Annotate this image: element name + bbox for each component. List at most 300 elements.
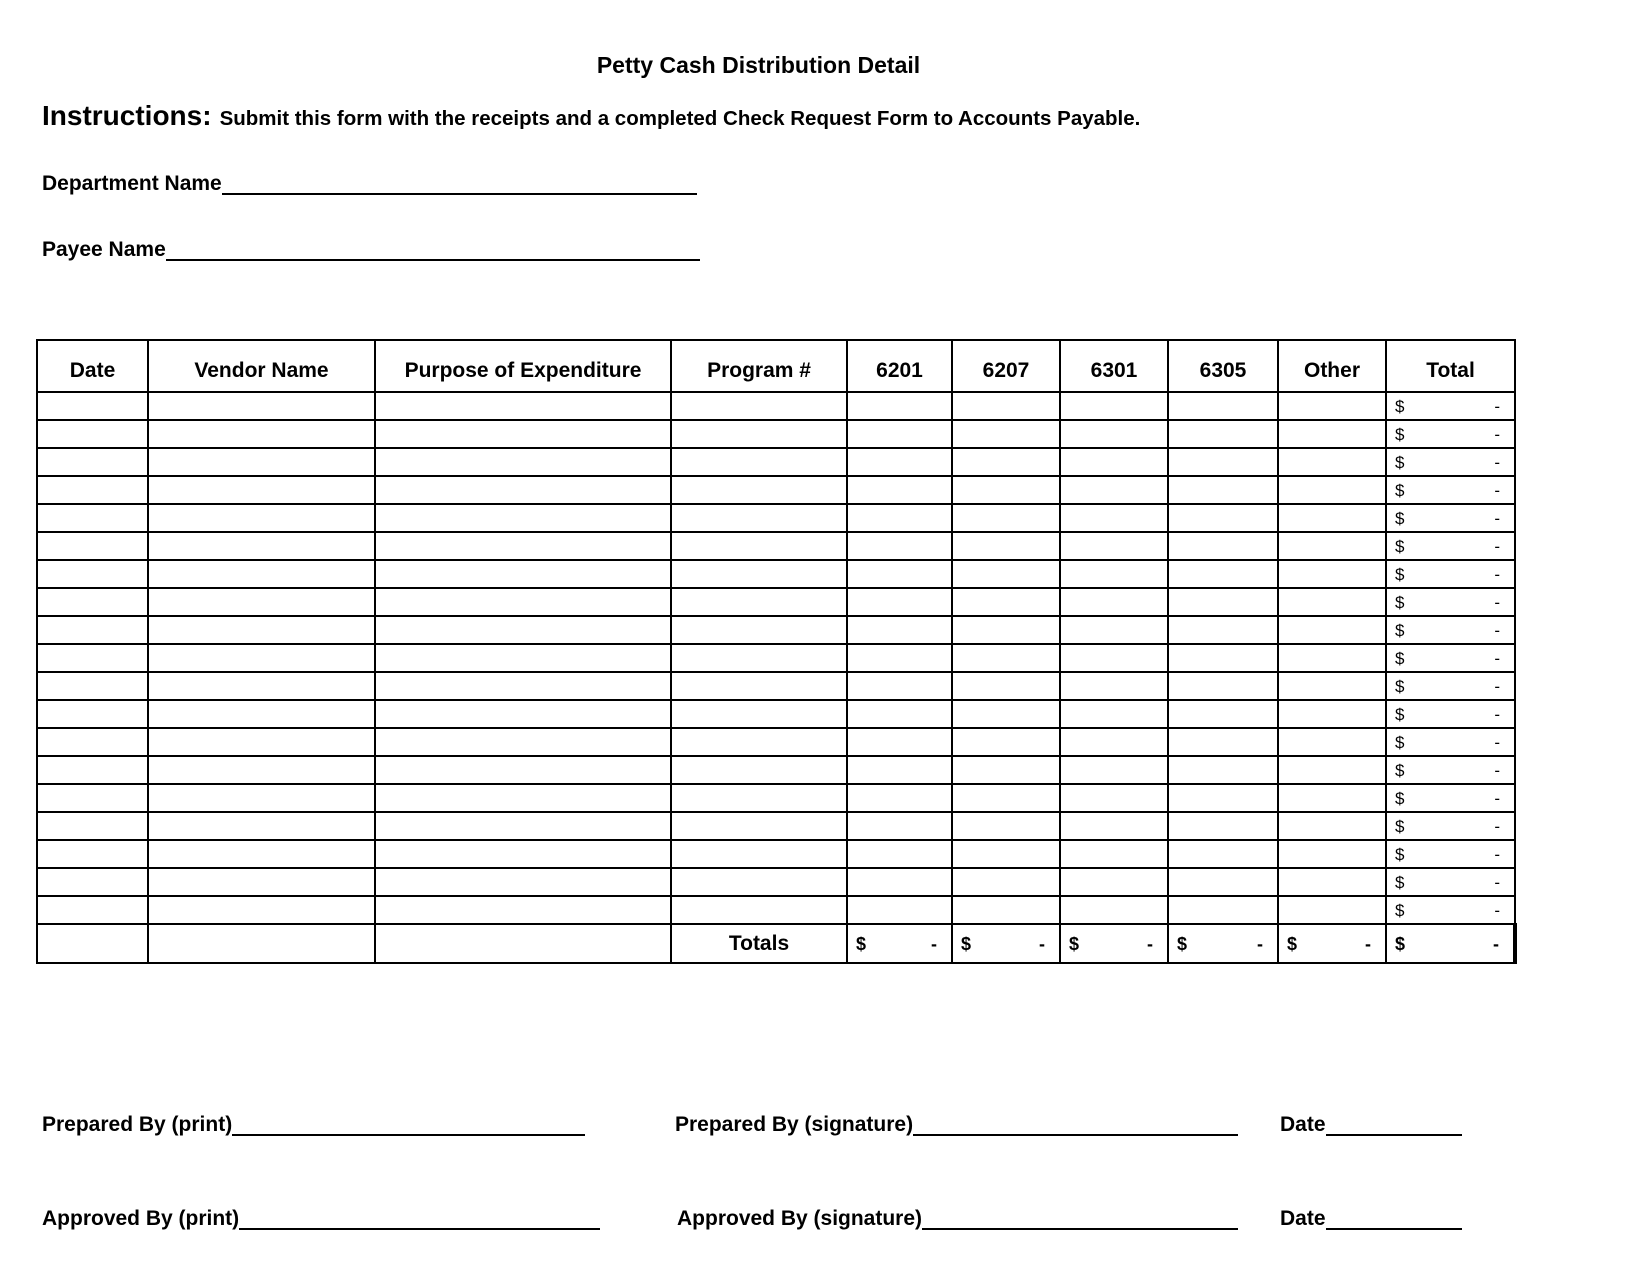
cell-acct-6305 <box>1168 756 1278 784</box>
cell-purpose-of-expenditure <box>375 560 671 588</box>
table-row <box>37 448 1515 476</box>
cell-purpose-of-expenditure <box>375 644 671 672</box>
dollar-sign: $ <box>1395 900 1405 920</box>
dollar-sign: $ <box>1395 816 1405 836</box>
cell-other <box>1278 812 1386 840</box>
cell-acct-6201 <box>847 672 952 700</box>
cell-acct-6207 <box>952 812 1060 840</box>
department-name-blank-line <box>222 193 697 195</box>
cell-acct-6201 <box>847 616 952 644</box>
cell-acct-6201 <box>847 560 952 588</box>
dollar-sign: $ <box>1395 424 1405 444</box>
cell-vendor-name <box>148 588 375 616</box>
cell-acct-6305 <box>1168 616 1278 644</box>
amount-dash: - <box>1494 816 1500 836</box>
totals-cell-acct-6301 <box>1060 924 1168 963</box>
dollar-sign: $ <box>1395 564 1405 584</box>
amount-dash: - <box>1494 732 1500 752</box>
cell-program-number <box>671 448 847 476</box>
cell-acct-6201 <box>847 700 952 728</box>
amount-dash: - <box>1493 933 1499 954</box>
cell-program-number <box>671 588 847 616</box>
money-value <box>1387 678 1514 695</box>
cell-purpose-of-expenditure <box>375 532 671 560</box>
table-row <box>37 756 1515 784</box>
cell-other <box>1278 672 1386 700</box>
cell-purpose-of-expenditure <box>375 756 671 784</box>
cell-acct-6305 <box>1168 476 1278 504</box>
cell-other <box>1278 728 1386 756</box>
totals-label: Totals <box>671 924 847 963</box>
prepared-date-field <box>1280 1113 1462 1137</box>
money-value <box>953 935 1059 953</box>
table-row <box>37 588 1515 616</box>
cell-acct-6301 <box>1060 784 1168 812</box>
cell-acct-6201 <box>847 868 952 896</box>
cell-acct-6207 <box>952 588 1060 616</box>
cell-vendor-name <box>148 532 375 560</box>
cell-other <box>1278 420 1386 448</box>
cell-acct-6305 <box>1168 448 1278 476</box>
department-name-field <box>42 172 697 196</box>
cell-acct-6201 <box>847 784 952 812</box>
cell-other <box>1278 532 1386 560</box>
prepared-by-print-label: Prepared By (print) <box>42 1113 233 1136</box>
table-row <box>37 532 1515 560</box>
cell-purpose-of-expenditure <box>375 700 671 728</box>
cell-acct-6201 <box>847 644 952 672</box>
cell-program-number <box>671 644 847 672</box>
cell-acct-6201 <box>847 588 952 616</box>
table-row <box>37 700 1515 728</box>
cell-acct-6301 <box>1060 504 1168 532</box>
cell-vendor-name <box>148 476 375 504</box>
column-header-acct-6301: 6301 <box>1060 340 1168 392</box>
dollar-sign: $ <box>1395 620 1405 640</box>
cell-total <box>1386 560 1515 588</box>
cell-acct-6301 <box>1060 728 1168 756</box>
cell-acct-6201 <box>847 476 952 504</box>
table-header-row <box>37 340 1515 392</box>
approved-date-field <box>1280 1207 1462 1231</box>
amount-dash: - <box>1494 396 1500 416</box>
money-value <box>1387 398 1514 415</box>
amount-dash: - <box>1494 704 1500 724</box>
payee-name-field <box>42 238 700 262</box>
cell-program-number <box>671 896 847 924</box>
cell-acct-6201 <box>847 392 952 420</box>
approved-date-blank-line <box>1326 1228 1462 1230</box>
cell-total <box>1386 476 1515 504</box>
cell-total <box>1386 392 1515 420</box>
cell-acct-6305 <box>1168 728 1278 756</box>
dollar-sign: $ <box>1395 536 1405 556</box>
cell-other <box>1278 756 1386 784</box>
amount-dash: - <box>1494 760 1500 780</box>
cell-program-number <box>671 532 847 560</box>
cell-total <box>1386 840 1515 868</box>
cell-date <box>37 616 148 644</box>
cell-date <box>37 896 148 924</box>
cell-vendor-name <box>148 812 375 840</box>
cell-program-number <box>671 700 847 728</box>
cell-acct-6301 <box>1060 420 1168 448</box>
cell-total <box>1386 728 1515 756</box>
payee-name-blank-line <box>166 259 700 261</box>
cell-program-number <box>671 756 847 784</box>
cell-total <box>1386 504 1515 532</box>
cell-total <box>1386 448 1515 476</box>
cell-total <box>1386 616 1515 644</box>
cell-other <box>1278 700 1386 728</box>
cell-acct-6201 <box>847 728 952 756</box>
amount-dash: - <box>1494 788 1500 808</box>
cell-total <box>1386 868 1515 896</box>
amount-dash: - <box>1494 872 1500 892</box>
cell-acct-6301 <box>1060 616 1168 644</box>
cell-date <box>37 420 148 448</box>
cell-vendor-name <box>148 672 375 700</box>
cell-purpose-of-expenditure <box>375 784 671 812</box>
prepared-by-print-field <box>42 1113 585 1137</box>
cell-program-number <box>671 560 847 588</box>
amount-dash: - <box>1494 452 1500 472</box>
column-header-acct-6201: 6201 <box>847 340 952 392</box>
amount-dash: - <box>1147 933 1153 954</box>
cell-acct-6201 <box>847 504 952 532</box>
cell-program-number <box>671 840 847 868</box>
money-value <box>1387 482 1514 499</box>
form-title: Petty Cash Distribution Detail <box>596 52 921 78</box>
money-value <box>1387 706 1514 723</box>
cell-date <box>37 448 148 476</box>
prepared-date-blank-line <box>1326 1134 1462 1136</box>
cell-acct-6305 <box>1168 672 1278 700</box>
cell-purpose-of-expenditure <box>375 420 671 448</box>
cell-acct-6305 <box>1168 532 1278 560</box>
cell-acct-6305 <box>1168 504 1278 532</box>
approved-by-print-field <box>42 1207 600 1231</box>
cell-date <box>37 504 148 532</box>
approved-by-print-label: Approved By (print) <box>42 1207 240 1230</box>
cell-acct-6305 <box>1168 588 1278 616</box>
cell-acct-6305 <box>1168 784 1278 812</box>
money-value <box>1387 650 1514 667</box>
table-row <box>37 504 1515 532</box>
cell-acct-6207 <box>952 644 1060 672</box>
cell-purpose-of-expenditure <box>375 840 671 868</box>
prepared-by-signature-blank-line <box>913 1134 1238 1136</box>
prepared-date-label: Date <box>1280 1113 1326 1136</box>
cell-acct-6207 <box>952 616 1060 644</box>
cell-date <box>37 392 148 420</box>
cell-total <box>1386 784 1515 812</box>
cell-acct-6201 <box>847 448 952 476</box>
money-value <box>1169 935 1277 953</box>
table-row <box>37 896 1515 924</box>
cell-acct-6301 <box>1060 560 1168 588</box>
table-row <box>37 392 1515 420</box>
cell-date <box>37 700 148 728</box>
money-value <box>1387 594 1514 611</box>
cell-date <box>37 672 148 700</box>
cell-purpose-of-expenditure <box>375 896 671 924</box>
amount-dash: - <box>931 933 937 954</box>
dollar-sign: $ <box>1287 933 1298 954</box>
cell-purpose-of-expenditure <box>375 476 671 504</box>
dollar-sign: $ <box>1395 480 1405 500</box>
cell-other <box>1278 560 1386 588</box>
amount-dash: - <box>1494 676 1500 696</box>
cell-purpose-of-expenditure <box>375 392 671 420</box>
cell-purpose-of-expenditure <box>375 728 671 756</box>
dollar-sign: $ <box>1395 704 1405 724</box>
amount-dash: - <box>1494 900 1500 920</box>
cell-acct-6301 <box>1060 812 1168 840</box>
cell-acct-6201 <box>847 812 952 840</box>
cell-acct-6201 <box>847 756 952 784</box>
amount-dash: - <box>1257 933 1263 954</box>
cell-vendor-name <box>148 420 375 448</box>
table-row <box>37 420 1515 448</box>
dollar-sign: $ <box>1395 844 1405 864</box>
cell-acct-6201 <box>847 532 952 560</box>
cell-purpose-of-expenditure <box>375 868 671 896</box>
amount-dash: - <box>1494 480 1500 500</box>
cell-acct-6305 <box>1168 392 1278 420</box>
money-value <box>1387 874 1514 891</box>
cell-acct-6305 <box>1168 896 1278 924</box>
cell-acct-6301 <box>1060 700 1168 728</box>
dollar-sign: $ <box>1395 508 1405 528</box>
cell-acct-6207 <box>952 448 1060 476</box>
amount-dash: - <box>1494 592 1500 612</box>
cell-date <box>37 756 148 784</box>
cell-vendor-name <box>148 616 375 644</box>
cell-other <box>1278 784 1386 812</box>
cell-acct-6207 <box>952 560 1060 588</box>
cell-vendor-name <box>148 728 375 756</box>
cell-other <box>1278 392 1386 420</box>
cell-program-number <box>671 728 847 756</box>
cell-acct-6207 <box>952 896 1060 924</box>
cell-acct-6207 <box>952 756 1060 784</box>
cell-other <box>1278 588 1386 616</box>
cell-date <box>37 476 148 504</box>
instructions-line <box>42 100 1602 132</box>
amount-dash: - <box>1494 424 1500 444</box>
cell-acct-6301 <box>1060 896 1168 924</box>
cell-acct-6301 <box>1060 756 1168 784</box>
money-value <box>1387 935 1513 953</box>
money-value <box>1279 935 1385 953</box>
instructions-text: Submit this form with the receipts and a completed Check Request Form to Accounts Payable. <box>219 107 1141 130</box>
column-header-vendor-name: Vendor Name <box>148 340 375 392</box>
cell-program-number <box>671 476 847 504</box>
cell-date <box>37 868 148 896</box>
dollar-sign: $ <box>1395 648 1405 668</box>
column-header-program-number: Program # <box>671 340 847 392</box>
cell-total <box>1386 420 1515 448</box>
cell-purpose-of-expenditure <box>375 672 671 700</box>
amount-dash: - <box>1494 620 1500 640</box>
money-value <box>848 935 951 953</box>
approved-by-signature-blank-line <box>922 1228 1238 1230</box>
cell-vendor-name <box>148 924 375 963</box>
money-value <box>1387 426 1514 443</box>
cell-vendor-name <box>148 700 375 728</box>
cell-acct-6305 <box>1168 700 1278 728</box>
cell-other <box>1278 504 1386 532</box>
cell-purpose-of-expenditure <box>375 924 671 963</box>
amount-dash: - <box>1494 564 1500 584</box>
dollar-sign: $ <box>961 933 972 954</box>
totals-cell-acct-6207 <box>952 924 1060 963</box>
cell-other <box>1278 448 1386 476</box>
cell-date <box>37 812 148 840</box>
cell-program-number <box>671 504 847 532</box>
dollar-sign: $ <box>1395 760 1405 780</box>
cell-program-number <box>671 392 847 420</box>
cell-program-number <box>671 672 847 700</box>
amount-dash: - <box>1494 648 1500 668</box>
table-row <box>37 840 1515 868</box>
dollar-sign: $ <box>1069 933 1080 954</box>
cell-acct-6305 <box>1168 560 1278 588</box>
cell-acct-6207 <box>952 392 1060 420</box>
cell-acct-6305 <box>1168 420 1278 448</box>
cell-date <box>37 784 148 812</box>
cell-total <box>1386 812 1515 840</box>
cell-vendor-name <box>148 392 375 420</box>
prepared-by-signature-label: Prepared By (signature) <box>675 1113 914 1136</box>
cell-acct-6201 <box>847 896 952 924</box>
cell-total <box>1386 896 1515 924</box>
cell-acct-6207 <box>952 476 1060 504</box>
cell-acct-6305 <box>1168 644 1278 672</box>
cell-purpose-of-expenditure <box>375 616 671 644</box>
money-value <box>1387 762 1514 779</box>
prepared-by-print-blank-line <box>232 1134 585 1136</box>
cell-acct-6305 <box>1168 868 1278 896</box>
column-header-total: Total <box>1386 340 1515 392</box>
cell-date <box>37 532 148 560</box>
cell-acct-6305 <box>1168 812 1278 840</box>
cell-vendor-name <box>148 784 375 812</box>
dollar-sign: $ <box>1395 933 1406 954</box>
cell-date <box>37 588 148 616</box>
table-row <box>37 672 1515 700</box>
approved-by-signature-field <box>677 1207 1238 1231</box>
cell-other <box>1278 476 1386 504</box>
table-row <box>37 868 1515 896</box>
cell-acct-6207 <box>952 840 1060 868</box>
money-value <box>1387 538 1514 555</box>
cell-purpose-of-expenditure <box>375 812 671 840</box>
money-value <box>1387 790 1514 807</box>
cell-date <box>37 644 148 672</box>
cell-program-number <box>671 616 847 644</box>
cell-acct-6207 <box>952 672 1060 700</box>
cell-acct-6301 <box>1060 448 1168 476</box>
totals-cell-acct-6201 <box>847 924 952 963</box>
prepared-by-signature-field <box>675 1113 1238 1137</box>
cell-acct-6201 <box>847 420 952 448</box>
money-value <box>1387 902 1514 919</box>
table-row <box>37 476 1515 504</box>
money-value <box>1387 622 1514 639</box>
table-row <box>37 616 1515 644</box>
table-row <box>37 728 1515 756</box>
cell-total <box>1386 588 1515 616</box>
amount-dash: - <box>1494 536 1500 556</box>
cell-program-number <box>671 812 847 840</box>
cell-vendor-name <box>148 644 375 672</box>
column-header-acct-6305: 6305 <box>1168 340 1278 392</box>
money-value <box>1387 454 1514 471</box>
money-value <box>1387 510 1514 527</box>
cell-purpose-of-expenditure <box>375 448 671 476</box>
table-row <box>37 644 1515 672</box>
cell-total <box>1386 756 1515 784</box>
dollar-sign: $ <box>1395 592 1405 612</box>
cell-other <box>1278 616 1386 644</box>
cell-acct-6301 <box>1060 588 1168 616</box>
money-value <box>1387 818 1514 835</box>
cell-other <box>1278 840 1386 868</box>
dollar-sign: $ <box>1395 732 1405 752</box>
money-value <box>1387 566 1514 583</box>
cell-other <box>1278 896 1386 924</box>
instructions-label: Instructions: <box>42 100 212 131</box>
column-header-other: Other <box>1278 340 1386 392</box>
cell-date <box>37 728 148 756</box>
cell-other <box>1278 868 1386 896</box>
cell-purpose-of-expenditure <box>375 588 671 616</box>
money-value <box>1387 734 1514 751</box>
cell-total <box>1386 532 1515 560</box>
column-header-purpose-of-expenditure: Purpose of Expenditure <box>375 340 671 392</box>
cell-program-number <box>671 420 847 448</box>
column-header-acct-6207: 6207 <box>952 340 1060 392</box>
cell-vendor-name <box>148 868 375 896</box>
cell-vendor-name <box>148 756 375 784</box>
cell-total <box>1386 644 1515 672</box>
money-value <box>1387 846 1514 863</box>
cell-vendor-name <box>148 896 375 924</box>
cell-vendor-name <box>148 504 375 532</box>
totals-row <box>37 924 1515 963</box>
cell-date <box>37 924 148 963</box>
cell-other <box>1278 644 1386 672</box>
amount-dash: - <box>1365 933 1371 954</box>
cell-acct-6305 <box>1168 840 1278 868</box>
cell-total <box>1386 672 1515 700</box>
dollar-sign: $ <box>1395 872 1405 892</box>
cell-vendor-name <box>148 840 375 868</box>
amount-dash: - <box>1494 844 1500 864</box>
dollar-sign: $ <box>1395 788 1405 808</box>
column-header-date: Date <box>37 340 148 392</box>
table-row <box>37 784 1515 812</box>
cell-acct-6207 <box>952 420 1060 448</box>
approved-by-signature-label: Approved By (signature) <box>677 1207 923 1230</box>
totals-cell-total <box>1386 924 1515 963</box>
cell-acct-6301 <box>1060 868 1168 896</box>
cell-acct-6207 <box>952 868 1060 896</box>
dollar-sign: $ <box>1395 676 1405 696</box>
cell-acct-6301 <box>1060 672 1168 700</box>
